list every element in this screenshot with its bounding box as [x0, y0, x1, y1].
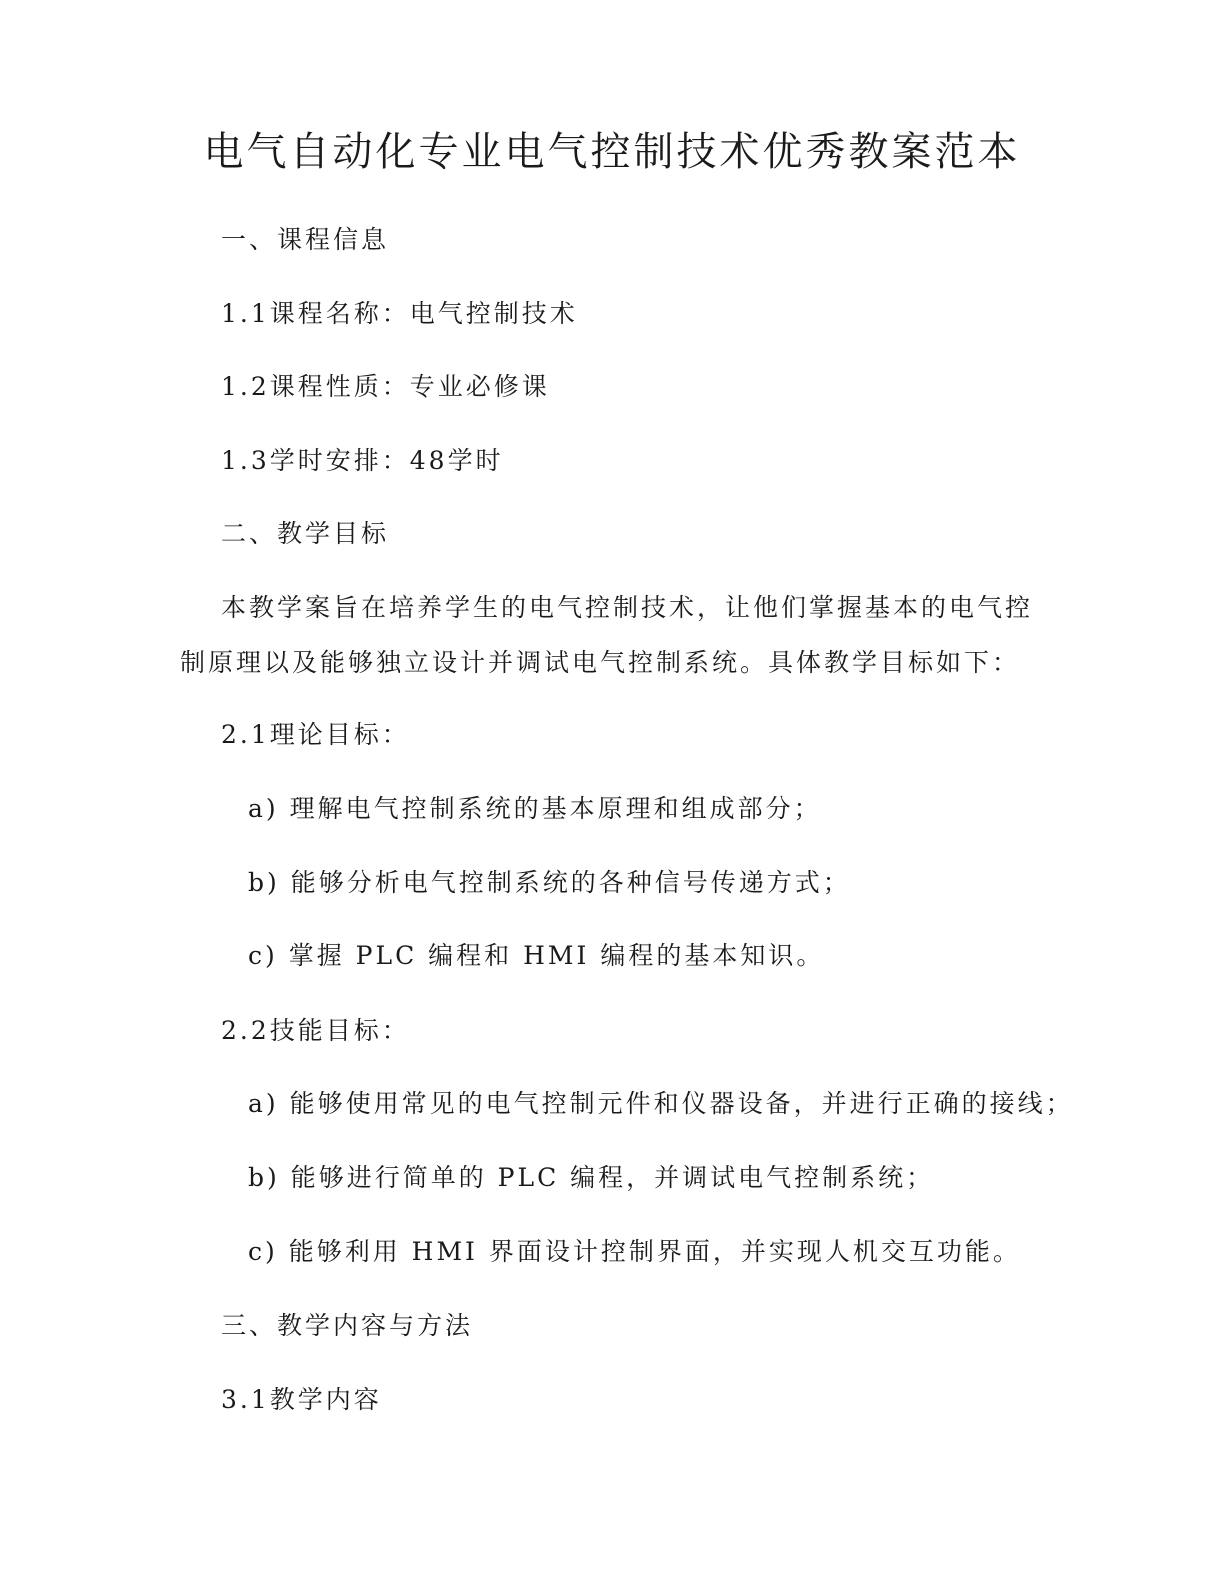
section-heading-teaching-goals: 二、教学目标: [221, 519, 390, 548]
theory-goal-b: b) 能够分析电气控制系统的各种信号传递方式；: [248, 868, 851, 897]
section-heading-course-info: 一、课程信息: [221, 225, 390, 254]
skill-goal-c: c) 能够利用 HMI 界面设计控制界面，并实现人机交互功能。: [248, 1237, 1021, 1266]
section-heading-content-methods: 三、教学内容与方法: [221, 1311, 474, 1340]
subheading-teaching-content: 3.1教学内容: [221, 1385, 382, 1414]
subheading-skill-goals: 2.2技能目标：: [221, 1016, 410, 1045]
paragraph-line-1: 本教学案旨在培养学生的电气控制技术，让他们掌握基本的电气控: [221, 593, 1034, 622]
theory-goal-c: c) 掌握 PLC 编程和 HMI 编程的基本知识。: [248, 941, 825, 970]
paragraph-line-2: 制原理以及能够独立设计并调试电气控制系统。具体教学目标如下：: [180, 648, 1021, 677]
theory-goal-a: a) 理解电气控制系统的基本原理和组成部分；: [248, 794, 822, 823]
course-hours-line: 1.3学时安排：48学时: [221, 446, 504, 475]
skill-goal-a: a) 能够使用常见的电气控制元件和仪器设备，并进行正确的接线；: [248, 1089, 1074, 1118]
document-title: 电气自动化专业电气控制技术优秀教案范本: [203, 129, 1021, 175]
course-nature-line: 1.2课程性质：专业必修课: [221, 372, 550, 401]
subheading-theory-goals: 2.1理论目标：: [221, 720, 410, 749]
course-name-line: 1.1课程名称：电气控制技术: [221, 299, 578, 328]
skill-goal-b: b) 能够进行简单的 PLC 编程，并调试电气控制系统；: [248, 1163, 935, 1192]
